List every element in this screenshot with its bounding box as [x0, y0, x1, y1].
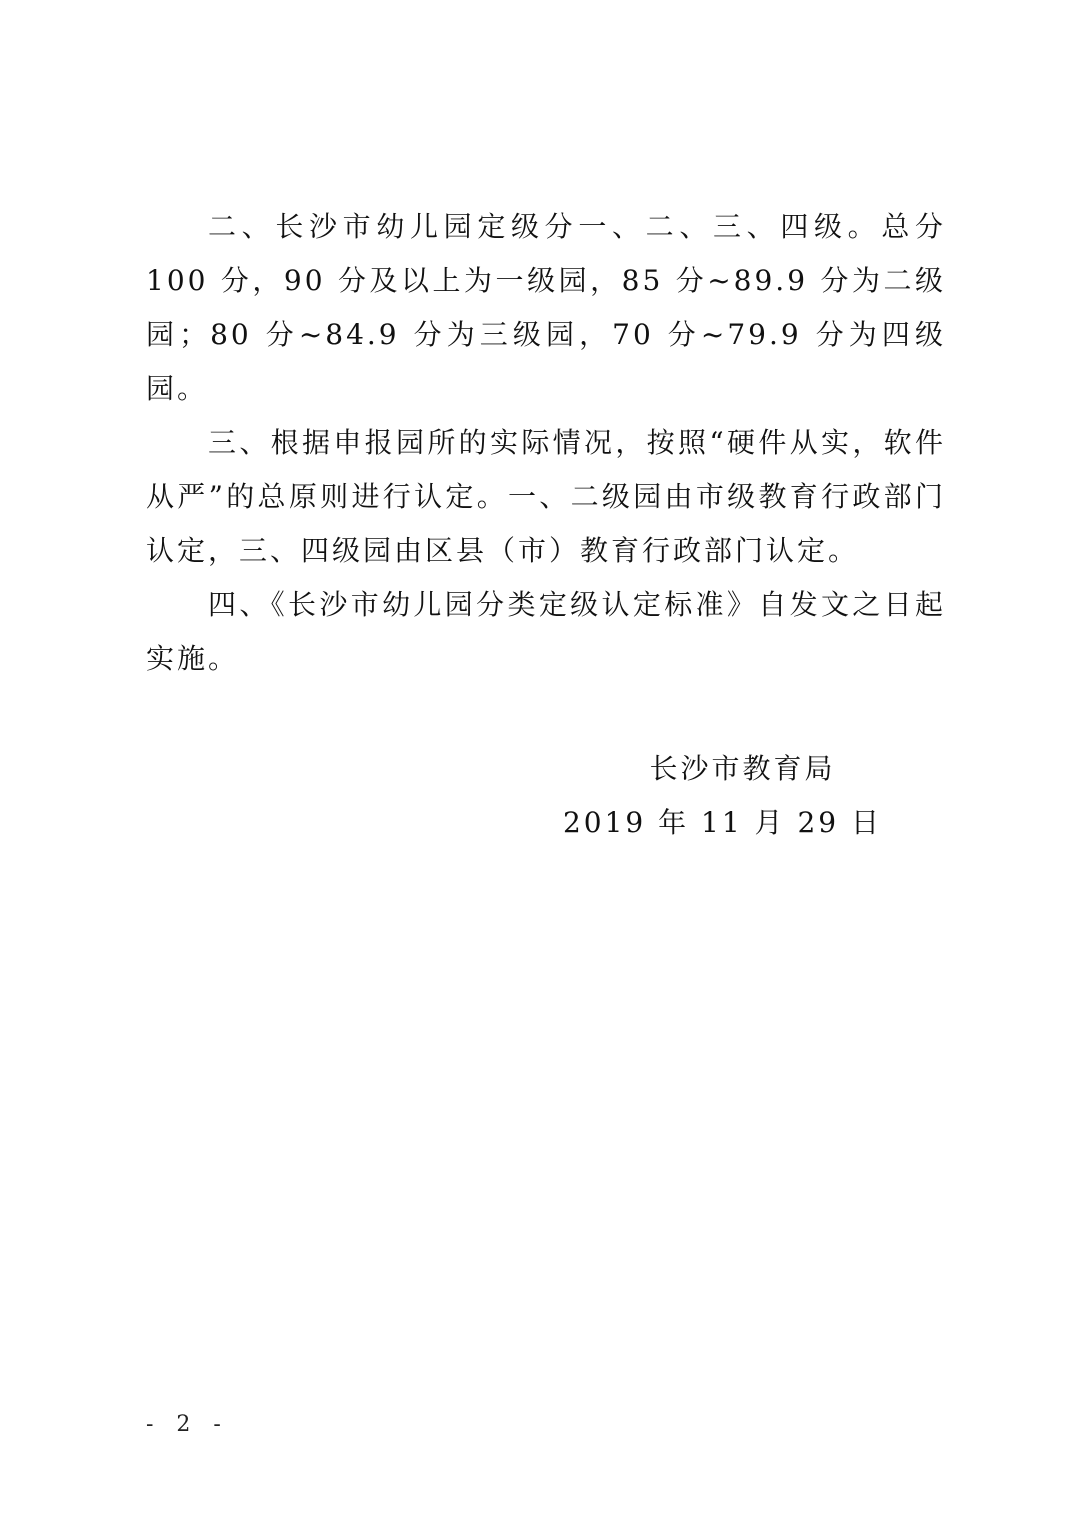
- document-body: [146, 200, 946, 686]
- page-number: - 2 -: [146, 1412, 229, 1437]
- paragraph-certification-principle: 三、根据申报园所的实际情况，按照“硬件从实，软件从严”的总原则进行认定。一、二级园由市级教育行政部门认定，三、四级园由区县（市）教育行政部门认定。: [146, 426, 946, 567]
- paragraph-effective-date: 四、《长沙市幼儿园分类定级认定标准》自发文之日起实施。: [146, 588, 946, 675]
- issuing-organization: 长沙市教育局: [649, 752, 836, 785]
- paragraph-grading-levels: 二、长沙市幼儿园定级分一、二、三、四级。总分 100 分，90 分及以上为一级园，85 分~89.9 分为二级园；80 分~84.9 分为三级园，70 分~79.9 分为四级园。: [146, 210, 947, 405]
- issue-date: 2019 年 11 月 29 日: [562, 806, 882, 839]
- signature-block: [563, 742, 882, 850]
